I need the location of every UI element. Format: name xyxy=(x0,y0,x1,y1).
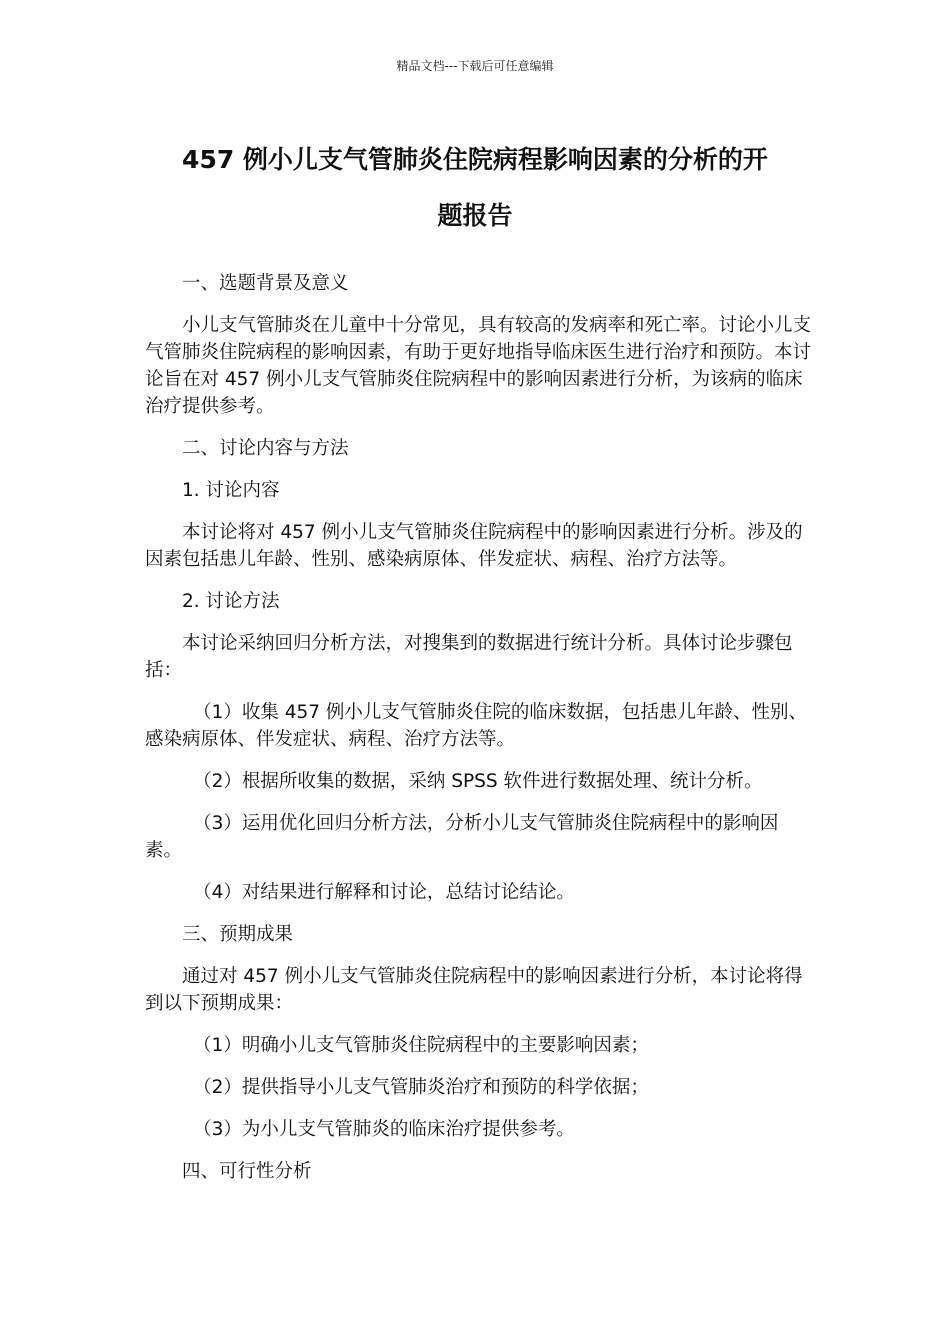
section-heading-content-method: 二、讨论内容与方法 xyxy=(182,438,349,459)
paragraph-method: 本讨论采纳回归分析方法，对搜集到的数据进行统计分析。具体讨论步骤包括： xyxy=(145,633,793,681)
expected-result-3: （3）为小儿支气管肺炎的临床治疗提供参考。 xyxy=(193,1119,575,1140)
document-title-line-1: 457 例小儿支气管肺炎住院病程影响因素的分析的开 xyxy=(182,145,768,174)
section-heading-background: 一、选题背景及意义 xyxy=(182,273,349,294)
method-step-1: （1）收集 457 例小儿支气管肺炎住院的临床数据，包括患儿年龄、性别、感染病原体、伴发症状、病程、治疗方法等。 xyxy=(145,702,807,750)
method-step-2: （2）根据所收集的数据，采纳 SPSS 软件进行数据处理、统计分析。 xyxy=(193,771,763,792)
paragraph-content: 本讨论将对 457 例小儿支气管肺炎住院病程中的影响因素进行分析。涉及的因素包括患儿年龄、性别、感染病原体、伴发症状、病程、治疗方法等。 xyxy=(145,522,803,570)
section-heading-expected-results: 三、预期成果 xyxy=(182,924,294,945)
method-step-3: （3）运用优化回归分析方法，分析小儿支气管肺炎住院病程中的影响因素。 xyxy=(145,813,779,861)
method-step-4: （4）对结果进行解释和讨论，总结讨论结论。 xyxy=(193,882,575,903)
paragraph-background: 小儿支气管肺炎在儿童中十分常见，具有较高的发病率和死亡率。讨论小儿支气管肺炎住院病程的影响因素，有助于更好地指导临床医生进行治疗和预防。本讨论旨在对 457 例小儿支气管肺炎住院病程中的影响因素进行分析，为该病的临床治疗提供参考。 xyxy=(145,315,812,417)
header-note: 精品文档---下载后可任意编辑 xyxy=(396,59,554,73)
subheading-content: 1. 讨论内容 xyxy=(182,480,280,501)
expected-result-1: （1）明确小儿支气管肺炎住院病程中的主要影响因素； xyxy=(193,1035,649,1056)
subheading-method: 2. 讨论方法 xyxy=(182,591,280,612)
document-title-line-2: 题报告 xyxy=(437,201,513,230)
paragraph-expected-results: 通过对 457 例小儿支气管肺炎住院病程中的影响因素进行分析，本讨论将得到以下预期成果： xyxy=(145,966,803,1014)
section-heading-feasibility: 四、可行性分析 xyxy=(182,1161,312,1182)
document-body xyxy=(145,270,815,1200)
expected-result-2: （2）提供指导小儿支气管肺炎治疗和预防的科学依据； xyxy=(193,1077,649,1098)
